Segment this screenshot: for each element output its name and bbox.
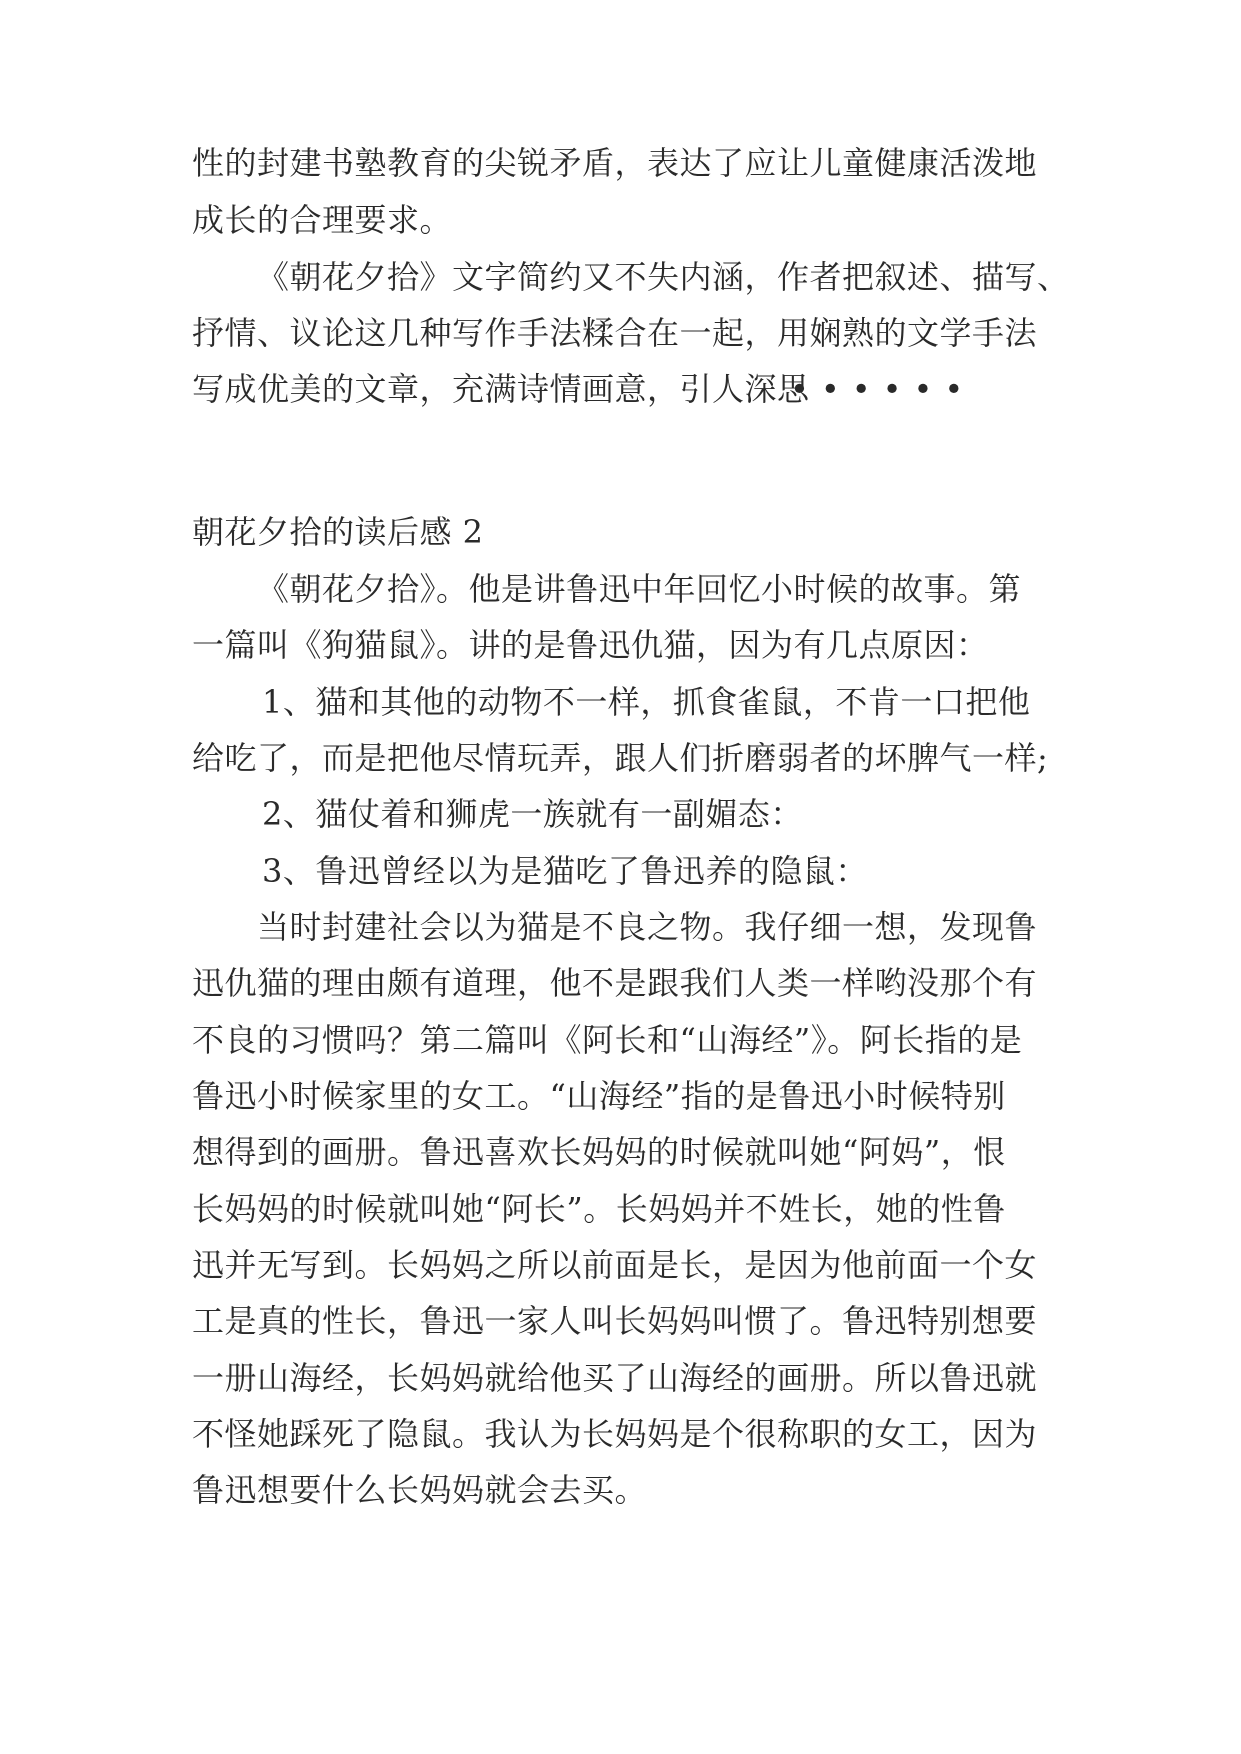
list-item-line: 3、鲁迅曾经以为是猫吃了鲁迅养的隐鼠： <box>262 852 868 890</box>
ellipsis-dots: •••••• <box>790 370 976 408</box>
paragraph-line: 鲁迅想要什么长妈妈就会去买。 <box>192 1471 648 1509</box>
paragraph-line: 当时封建社会以为猫是不良之物。我仔细一想，发现鲁 <box>257 908 1038 946</box>
list-item-line: 给吃了，而是把他尽情玩弄，跟人们折磨弱者的坏脾气一样; <box>192 739 1049 777</box>
paragraph-line: 《朝花夕拾》文字简约又不失内涵，作者把叙述、描写、 <box>257 258 1070 296</box>
paragraph-line: 成长的合理要求。 <box>192 201 453 239</box>
list-item-line: 2、猫仗着和狮虎一族就有一副媚态： <box>262 795 803 833</box>
paragraph-line: 写成优美的文章，充满诗情画意，引人深思 <box>192 370 810 408</box>
paragraph-line: 迅仇猫的理由颇有道理，他不是跟我们人类一样哟没那个有 <box>192 964 1038 1002</box>
list-item-line: 1、猫和其他的动物不一样，抓食雀鼠，不肯一口把他 <box>262 683 1031 721</box>
paragraph-line: 想得到的画册。鲁迅喜欢长妈妈的时候就叫她“阿妈”，恨 <box>192 1133 1006 1171</box>
paragraph-line: 长妈妈的时候就叫她“阿长”。长妈妈并不姓长，她的性鲁 <box>192 1190 1006 1228</box>
paragraph-line: 抒情、议论这几种写作手法糅合在一起，用娴熟的文学手法 <box>192 314 1038 352</box>
paragraph-line: 一篇叫《狗猫鼠》。讲的是鲁迅仇猫，因为有几点原因： <box>192 626 989 664</box>
paragraph-line: 性的封建书塾教育的尖锐矛盾，表达了应让儿童健康活泼地 <box>192 144 1038 182</box>
paragraph-line: 鲁迅小时候家里的女工。“山海经”指的是鲁迅小时候特别 <box>192 1077 1006 1115</box>
paragraph-line: 不怪她踩死了隐鼠。我认为长妈妈是个很称职的女工，因为 <box>192 1415 1038 1453</box>
paragraph-line: 不良的习惯吗？第二篇叫《阿长和“山海经”》。阿长指的是 <box>192 1021 1023 1059</box>
section-heading: 朝花夕拾的读后感 2 <box>192 513 484 551</box>
paragraph-line: 工是真的性长，鲁迅一家人叫长妈妈叫惯了。鲁迅特别想要 <box>192 1302 1038 1340</box>
paragraph-line: 《朝花夕拾》。他是讲鲁迅中年回忆小时候的故事。第 <box>257 570 1022 608</box>
paragraph-line: 迅并无写到。长妈妈之所以前面是长，是因为他前面一个女 <box>192 1246 1038 1284</box>
paragraph-line: 一册山海经，长妈妈就给他买了山海经的画册。所以鲁迅就 <box>192 1359 1038 1397</box>
